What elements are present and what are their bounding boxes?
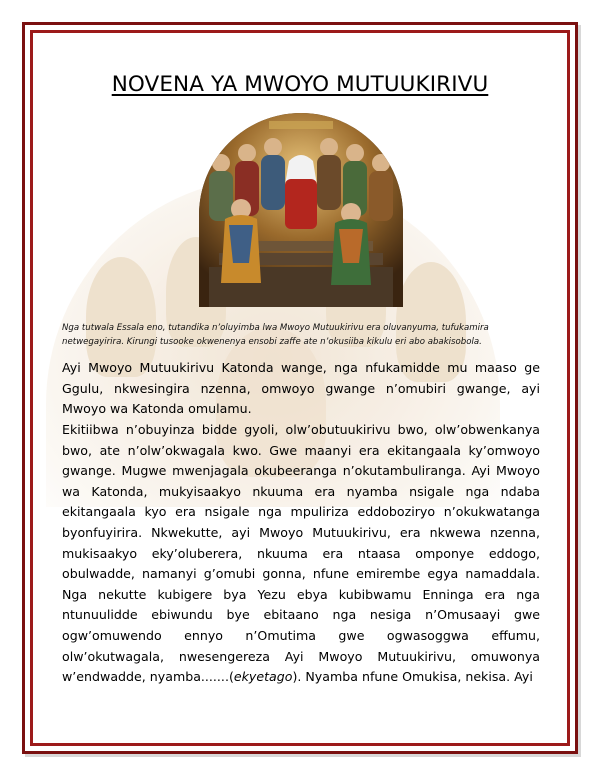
pentecost-icon-image (199, 113, 403, 307)
prayer-paragraph-2 (62, 420, 540, 688)
introduction-caption: Nga tutwala Essala eno, tutandika n’oluyimba lwa Mwoyo Mutuukirivu era oluvanyuma, tufukamira netwegayirira. Kirungi tusooke okwenenya ensobi zaffe ate n’okusiiba kikulu eri abo abakisobola. (62, 323, 489, 347)
prayer-intention-placeholder: ekyetago (233, 669, 293, 685)
prayer-paragraph-2-text-end: ). Nyamba nfune Omukisa, nekisa. Ayi (292, 669, 533, 685)
prayer-paragraph-1: Ayi Mwoyo Mutuukirivu Katonda wange, nga nfukamidde mu maaso ge Ggulu, nkwesingira nzenna, omwoyo gwange n’omubiri gwange, ayi Mwoyo wa Katonda omulamu. (62, 360, 540, 417)
document-title: NOVENA YA MWOYO MUTUUKIRIVU (111, 72, 489, 97)
prayer-paragraph-2-text: Ekitiibwa n’obuyinza bidde gyoli, olw’obutuukirivu bwo, olw’obwenkanya bwo, ate n’olw’okwagala kwo. Gwe maanyi era ekitangaala ky’omwoyo gwange. Mugwe mwenjagala okubeeranga n’okutambuliranga. Ayi Mwoyo wa Katonda, mukyisaakyo nkuuma era nyamba nsigale nga ndaba ekitangaala kyo era nsigale nga mpuliriza eddoboziryo n’okukwatanga byonfuyirira. Nkwekutte, ayi Mwoyo Mutuukirivu, era nkwewa nzenna, mukisaakyo eky’oluberera, nkuuma era ntaasa omponye eddogo, obulwadde, namanyi g’omubi gonna, nfune emirembe egya namaddala. Nga nekutte kubigere bya Yezu ebya kubibwamu Enninga era nga ntunuulidde ebiwundu bye ebitaano nga nesiga n’Omusaayi gwe ogw’omuwendo ennyo n’Omutima gwe ogwasoggwa effumu, olw’okutwagala, nwesengereza Ayi Mwoyo Mutuukirivu, omuwonya w’endwadde, nyamba.......( (62, 422, 540, 685)
